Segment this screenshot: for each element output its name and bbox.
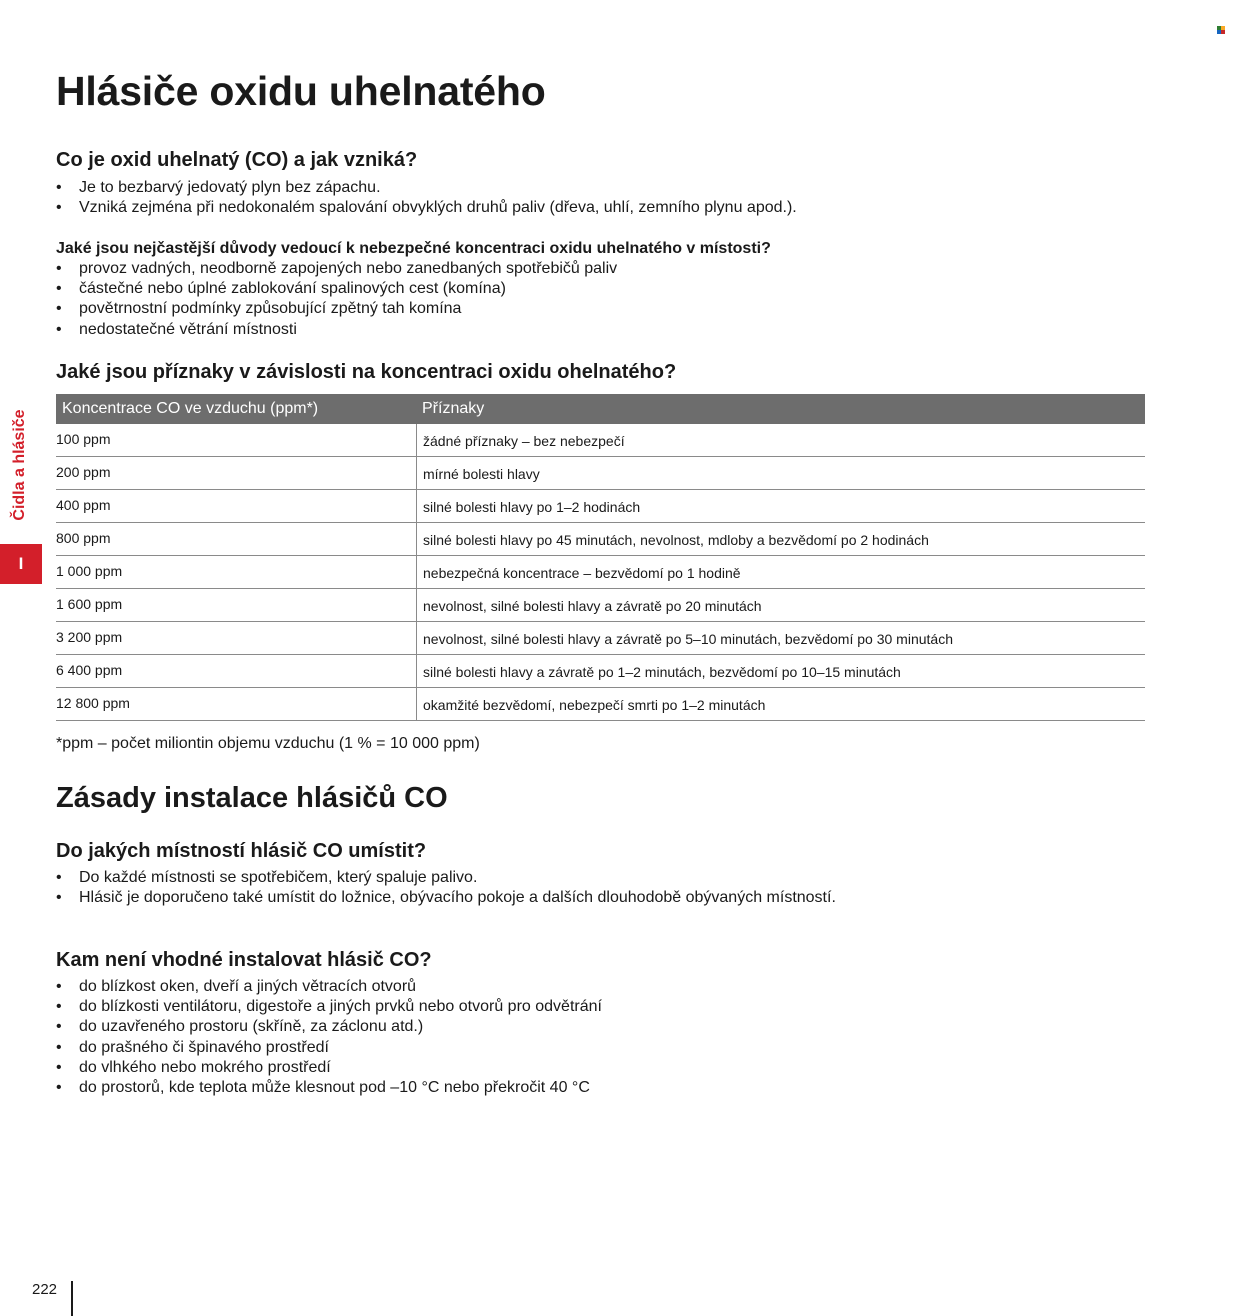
table-row [56, 589, 1145, 622]
symptom-cell: silné bolesti hlavy po 1–2 hodinách [416, 490, 1145, 522]
column-header-symptoms: Příznaky [422, 400, 485, 417]
list-item: • do blízkost oken, dveří a jiných větracích otvorů [56, 977, 602, 997]
list-item: • povětrnostní podmínky způsobující zpětný tah komína [56, 299, 617, 319]
list-item: • Vzniká zejména při nedokonalém spalování obvyklých druhů paliv (dřeva, uhlí, zemního plynu apod.). [56, 198, 797, 218]
concentration-cell: 800 ppm [56, 530, 111, 546]
where-not-to-place-list [56, 977, 602, 1098]
table-row [56, 457, 1145, 490]
list-item: • nedostatečné větrání místnosti [56, 320, 617, 340]
symptom-cell: nebezpečná koncentrace – bezvědomí po 1 hodině [416, 556, 1145, 588]
causes-list [56, 259, 617, 340]
table-row [56, 490, 1145, 523]
symptom-cell: silné bolesti hlavy po 45 minutách, nevolnost, mdloby a bezvědomí po 2 hodinách [416, 523, 1145, 555]
concentration-cell: 12 800 ppm [56, 695, 130, 711]
table-row [56, 688, 1145, 721]
symptom-cell: okamžité bezvědomí, nebezpečí smrti po 1–2 minutách [416, 688, 1145, 720]
section-heading-causes: Jaké jsou nejčastější důvody vedoucí k nebezpečné koncentraci oxidu uhelnatého v místosti? [56, 240, 771, 257]
concentration-cell: 1 000 ppm [56, 563, 123, 579]
concentration-cell: 3 200 ppm [56, 629, 123, 645]
list-item: • provoz vadných, neodborně zapojených nebo zanedbaných spotřebičů paliv [56, 259, 617, 279]
concentration-cell: 200 ppm [56, 464, 111, 480]
table-row [56, 424, 1145, 457]
column-header-concentration: Koncentrace CO ve vzduchu (ppm*) [62, 400, 319, 417]
what-is-co-list [56, 178, 797, 218]
concentration-cell: 100 ppm [56, 431, 111, 447]
concentration-cell: 1 600 ppm [56, 596, 123, 612]
concentration-cell: 6 400 ppm [56, 662, 123, 678]
table-row [56, 655, 1145, 688]
page-number-divider [71, 1281, 73, 1316]
list-item: • Do každé místnosti se spotřebičem, který spaluje palivo. [56, 868, 836, 888]
section-heading-where-not-to-place: Kam není vhodné instalovat hlásič CO? [56, 949, 432, 971]
page-title: Hlásiče oxidu uhelnatého [56, 68, 546, 114]
symptoms-table [56, 394, 1145, 721]
list-item: • do vlhkého nebo mokrého prostředí [56, 1058, 602, 1078]
list-item: • do uzavřeného prostoru (skříně, za záclonu atd.) [56, 1017, 602, 1037]
table-row [56, 556, 1145, 589]
table-row [56, 523, 1145, 556]
page-number: 222 [32, 1281, 58, 1298]
section-heading-symptoms: Jaké jsou příznaky v závislosti na koncentraci oxidu ohelnatého? [56, 361, 677, 383]
side-chapter-label: Čidla a hlásiče [11, 409, 28, 521]
list-item: • Hlásič je doporučeno také umístit do ložnice, obývacího pokoje a dalších dlouhodobě obývaných místností. [56, 888, 836, 908]
list-item: • do prostorů, kde teplota může klesnout pod –10 °C nebo překročit 40 °C [56, 1078, 602, 1098]
symptom-cell: nevolnost, silné bolesti hlavy a závratě po 20 minutách [416, 589, 1145, 621]
concentration-cell: 400 ppm [56, 497, 111, 513]
list-item: • částečné nebo úplné zablokování spalinových cest (komína) [56, 279, 617, 299]
table-row [56, 622, 1145, 655]
symptom-cell: nevolnost, silné bolesti hlavy a závratě po 5–10 minutách, bezvědomí po 30 minutách [416, 622, 1145, 654]
symptom-cell: žádné příznaky – bez nebezpečí [416, 424, 1145, 456]
symptom-cell: silné bolesti hlavy a závratě po 1–2 minutách, bezvědomí po 10–15 minutách [416, 655, 1145, 687]
table-header [56, 394, 1145, 424]
list-item: • Je to bezbarvý jedovatý plyn bez zápachu. [56, 178, 797, 198]
section-heading-installation: Zásady instalace hlásičů CO [56, 782, 448, 814]
where-to-place-list [56, 868, 836, 908]
color-registration-mark [1217, 26, 1225, 34]
chapter-tab: I [0, 544, 42, 584]
section-heading-where-to-place: Do jakých místností hlásič CO umístit? [56, 840, 427, 862]
section-heading-what-is-co: Co je oxid uhelnatý (CO) a jak vzniká? [56, 149, 418, 171]
list-item: • do prašného či špinavého prostředí [56, 1038, 602, 1058]
table-footnote: *ppm – počet miliontin objemu vzduchu (1 % = 10 000 ppm) [56, 735, 480, 752]
list-item: • do blízkosti ventilátoru, digestoře a jiných prvků nebo otvorů pro odvětrání [56, 997, 602, 1017]
symptom-cell: mírné bolesti hlavy [416, 457, 1145, 489]
